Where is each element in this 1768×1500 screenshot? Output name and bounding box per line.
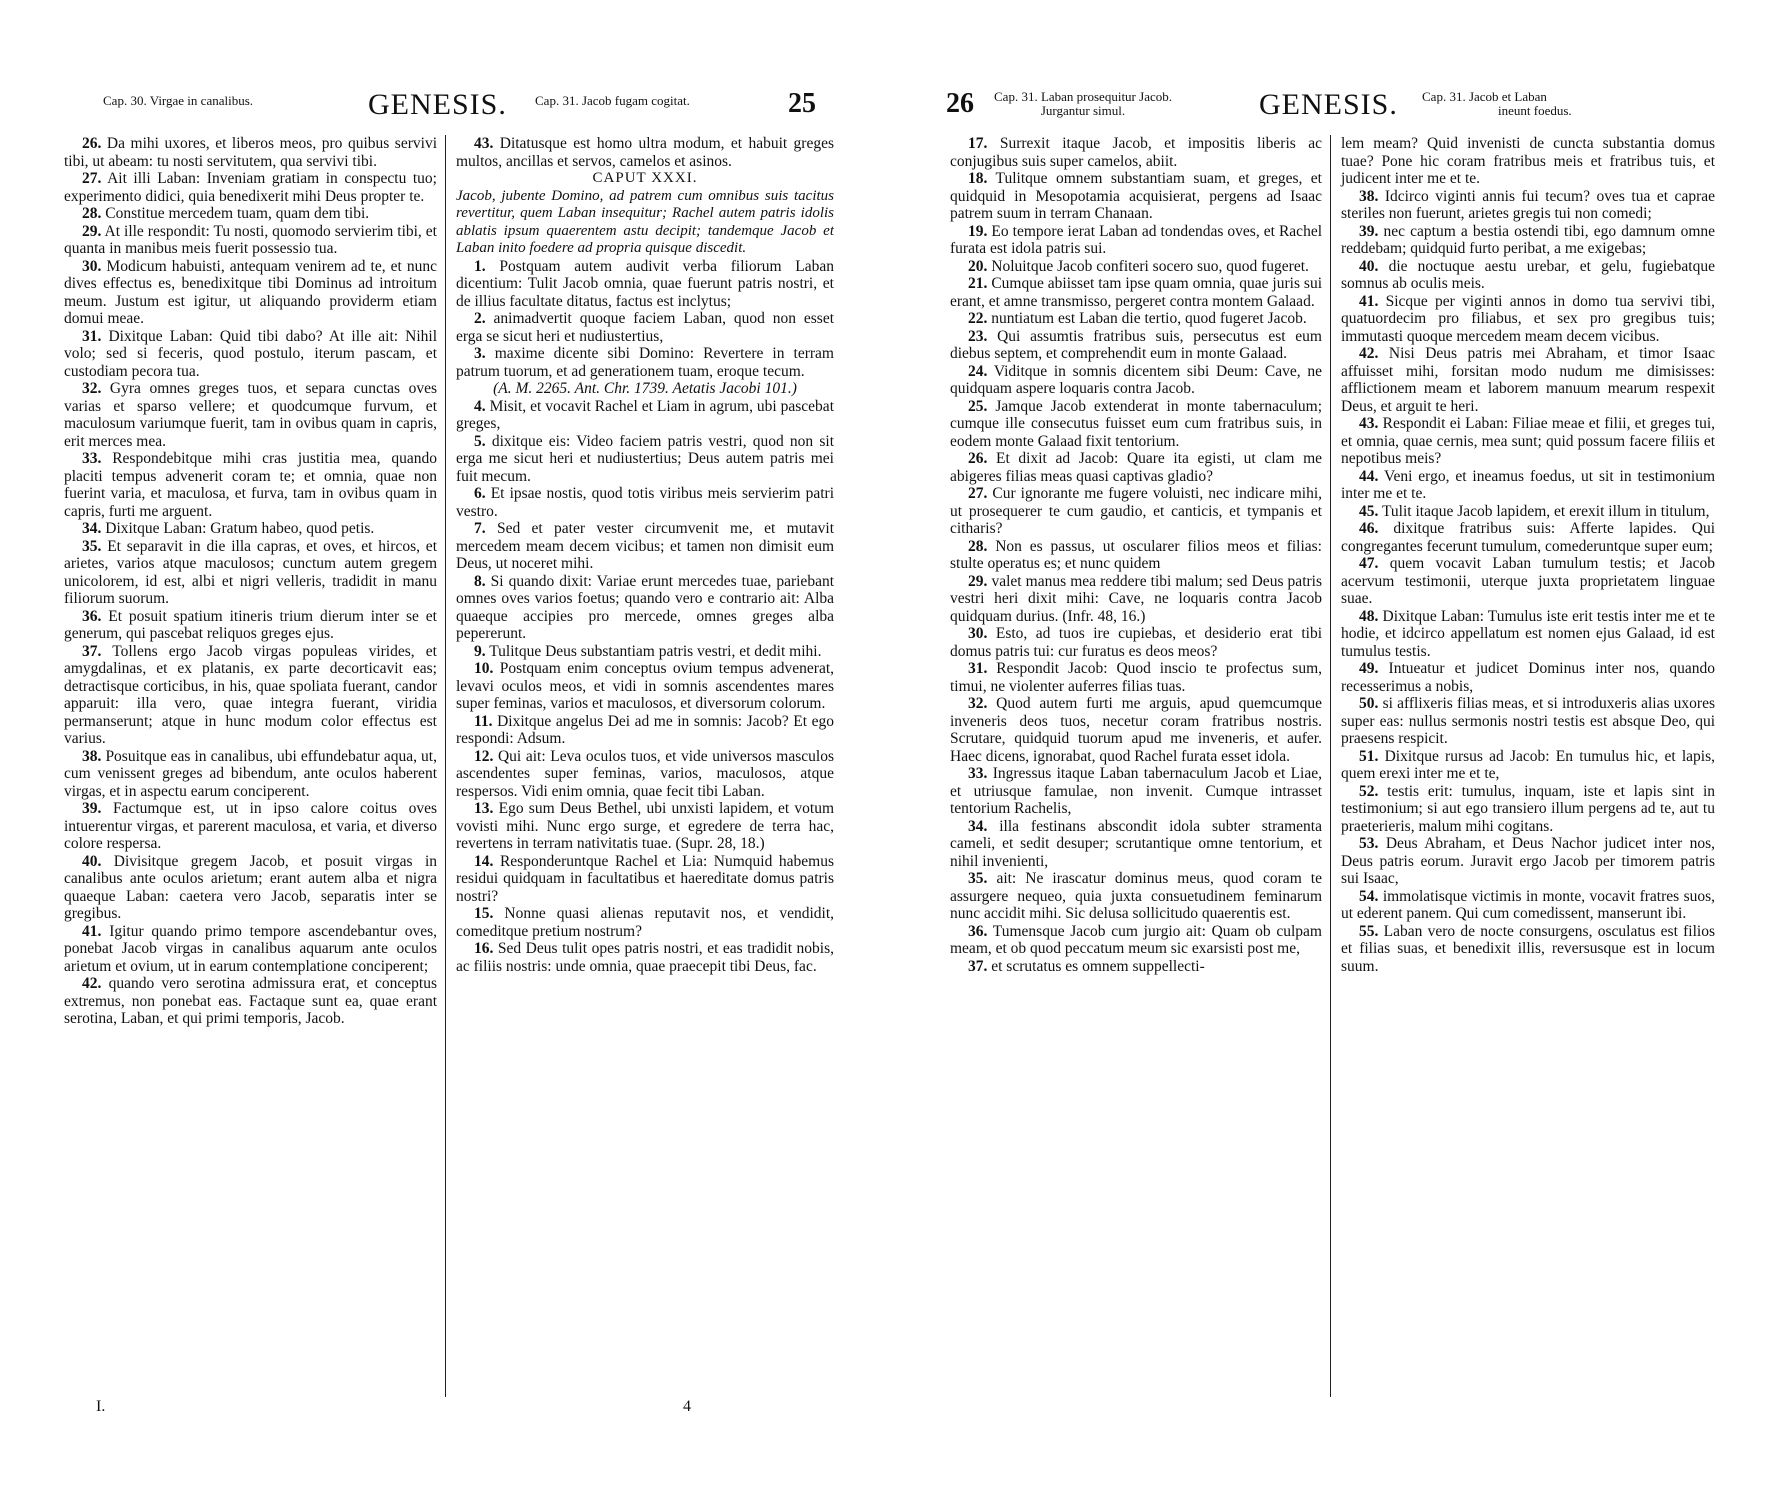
verse-number: 27. [82,170,102,187]
verse-text: Da mihi uxores, et liberos meos, pro quibus servivi tibi, ut abeam: tu nosti servitutem, qua servivi tibi. [64,135,437,170]
verse-number: 40. [1359,257,1379,275]
verse [1341,695,1715,748]
verse-number: 38. [1359,187,1379,205]
verse [950,170,1322,223]
verse-text: die noctuque aestu urebar, et gelu, fugiebatque somnus ab oculis meis. [1341,257,1715,292]
verse-number: 10. [474,660,494,677]
verse [1341,258,1715,293]
verse-number: 36. [82,607,102,625]
verse [64,450,437,520]
verse-text: Dixitque Laban: Tumulus iste erit testis inter me et te hodie, et idcirco appellatum est nomen ejus Galaad, id est tumulus testis. [1341,607,1715,660]
verse-text: Misit, et vocavit Rachel et Liam in agrum, ubi pascebat greges, [456,397,834,432]
verse [950,328,1322,363]
book-title: GENESIS. [368,88,507,121]
verse [64,205,437,223]
verse-number: 50. [1359,695,1379,712]
verse-number: 22. [968,310,988,327]
verse-text: Igitur quando primo tempore ascendebantur oves, ponebat Jacob virgas in canalibus aquarum ante oculos arietum et ovium, ut in earum contemplatione conciperent; [64,922,437,975]
verse [1341,188,1715,223]
verse-number: 14. [474,852,494,870]
verse [1341,660,1715,695]
verse-text: Noluitque Jacob confiteri socero suo, quod fugeret. [991,257,1309,275]
signature-mark: I. [96,1398,106,1415]
verse-text: Et separavit in die illa capras, et oves, et hircos, et arietes, varios atque maculosos; cunctum autem gregem unicolorem, id est, albi et nigri velleris, tradidit in manu filiorum suorum. [64,537,437,607]
verse-number: 26. [82,135,102,152]
verse [1341,345,1715,415]
verse [456,485,834,520]
verse-number: 30. [82,257,102,275]
verse-number: 36. [968,922,988,940]
verse-text: nec captum a bestia ostendi tibi, ego damnum omne reddebam; quidquid furto peribat, a me exigebas; [1341,222,1715,257]
verse [456,573,834,643]
verse-text: Respondit ei Laban: Filiae meae et filii, et greges tui, et omnia, quae cernis, mea sunt; quid possum facere filiis et nepotibus meis? [1341,415,1715,467]
verse-text: et scrutatus es omnem suppellecti- [991,957,1205,975]
verse-text: testis erit: tumulus, inquam, iste et lapis sint in testimonium; si aut ego transiero illum pergens ad te, aut tu praeterieris, malum mihi cogitans. [1341,782,1715,835]
verse-text: Viditque in somnis dicentem sibi Deum: Cave, ne quidquam aspere loquaris contra Jacob. [950,362,1322,397]
verse-number: 20. [968,257,988,275]
date-reference: (A. M. 2265. Ant. Chr. 1739. Aetatis Jacobi 101.) [493,380,797,397]
verse-text: Responderuntque Rachel et Lia: Numquid habemus residui quidquam in facultatibus et haereditate domus patris nostri? [456,852,834,905]
verse-number: 33. [82,450,102,467]
verse-text: Constitue mercedem tuam, quam dem tibi. [105,205,370,222]
verse [1341,608,1715,661]
verse-number: 6. [474,485,486,502]
book-title: GENESIS. [1259,88,1398,121]
verse [456,713,834,748]
verse [64,328,437,381]
verse-text: animadvertit quoque faciem Laban, quod non esset erga se sicut heri et nudiustertius, [456,310,834,345]
verse-text: Et ipsae nostis, quod totis viribus meis servierim patri vestro. [456,485,834,520]
verse-text: At ille respondit: Tu nosti, quomodo servierim tibi, et quanta in manibus meis fuerit possessio tua. [64,222,437,257]
verse-text: maxime dicente sibi Domino: Revertere in terram patrum tuorum, et ad generationem tuam, eroque tecum. [456,345,834,380]
right-section-line2: ineunt foedus. [1498,103,1572,118]
verse-text: Divisitque gregem Jacob, et posuit virgas in canalibus ante oculos arietum; erant autem alba et nigra quaeque Laban: caetera vero Jacob, separatis inter se gregibus. [64,852,437,922]
verse [456,660,834,713]
left-running-head [0,88,884,128]
verse-text: Postquam autem audivit verba filiorum Laban dicentium: Tulit Jacob omnia, quae fuerunt patris nostri, et de illius facultate ditatus, factus est inclytus; [456,257,834,310]
verse-number: 9. [474,642,486,660]
verse-number: 43. [1359,415,1379,432]
verse [64,258,437,328]
verse-number: 31. [968,660,988,677]
verse [456,905,834,940]
verse [456,748,834,801]
verse-text: Surrexit itaque Jacob, et impositis liberis ac conjugibus suis super camelos, abiit. [950,135,1322,170]
verse [456,398,834,433]
left-section-line2: Jurgantur simul. [1040,103,1126,118]
verse-number: 32. [82,380,102,397]
verse-number: 28. [968,537,988,555]
verse-text: Respondebitque mihi cras justitia mea, quando placiti tempus advenerit coram te; et omnia, quae non fuerint varia, et maculosa, et furva, tam in ovibus quam in capris, furti me arguent. [64,450,437,520]
verse-number: 40. [82,852,102,870]
verse-number: 53. [1359,835,1379,852]
verse-number: 47. [1359,555,1379,572]
verse-text: dixitque eis: Video faciem patris vestri, quod non sit erga me sicut heri et nudiustertius; Deus autem patris mei fuit mecum. [456,432,834,485]
verse-text: Posuitque eas in canalibus, ubi effundebatur aqua, ut, cum venissent greges ad bibendum, ante oculos haberent virgas, et in aspectu earum conciperent. [64,747,437,800]
verse-number: 42. [1359,345,1379,362]
text-column-left [64,135,437,1397]
verse [456,135,834,170]
verse-number: 44. [1359,467,1379,485]
verse-number: 37. [82,642,102,660]
verse-number: 45. [1359,502,1379,520]
verse [1341,555,1715,608]
verse-text: Ait illi Laban: Inveniam gratiam in conspectu tuo; experimento didici, quia benedixerit mihi Deus propter te. [64,170,437,205]
verse [64,800,437,853]
verse [950,660,1322,695]
verse-text: si afflixeris filias meas, et si introduxeris alias uxores super eas: nullus sermonis nostri testis est absque Deo, qui praesens respicit. [1341,695,1715,747]
verse-text: Si quando dixit: Variae erunt mercedes tuae, pariebant omnes oves varios foetus; quando vero e contrario ait: Alba quaeque accipies pro mercede, omnes greges alba pepererunt. [456,572,834,642]
verse-text: Dixitque rursus ad Jacob: En tumulus hic, et lapis, quem erexi inter me et te, [1341,747,1715,782]
verse [950,818,1322,871]
verse-text: Eo tempore ierat Laban ad tondendas oves, et Rachel furata est idola patris sui. [950,222,1322,257]
verse-text: Tulitque omnem substantiam suam, et greges, et quidquid in Mesopotamia acquisierat, pergens ad Isaac patrem suum in terram Chanaan. [950,170,1322,222]
verse-text: Respondit Jacob: Quod inscio te profectus sum, timui, ne violenter auferres filias tuas. [950,660,1322,695]
right-section-title [1422,90,1572,118]
page-number: 26 [946,88,974,119]
text-column-right [445,135,834,1397]
chapter-summary: Jacob, jubente Domino, ad patrem cum omnibus suis tacitus revertitur, quem Laban insequitur; Rachel autem patris idolis ablatis ipsum quaerentem astu decipit; tandemque Jacob et Laban inito foedere ad propria quisque discedit. [456,187,834,256]
verse-number: 21. [968,275,988,292]
verse-text: immolatisque victimis in monte, vocavit fratres suos, ut ederent panem. Qui cum comedissent, manserunt ibi. [1341,887,1715,922]
verse [1341,783,1715,836]
verse [1341,923,1715,976]
verse-number: 3. [474,345,486,362]
verse [950,573,1322,626]
verse [1341,503,1715,521]
right-page [884,0,1768,1500]
verse-text: lem meam? Quid invenisti de cuncta substantia domus tuae? Pone hic coram fratribus meis et fratribus tuis, et judicent inter me et te. [1341,135,1715,187]
verse-number: 39. [82,800,102,817]
verse [456,643,834,661]
sheet-number: 4 [683,1398,691,1415]
verse [64,380,437,450]
verse [456,258,834,311]
verse [64,538,437,608]
verse-number: 29. [82,222,102,240]
verse [1341,293,1715,346]
verse-text: Tulitque Deus substantiam patris vestri, et dedit mihi. [489,642,822,660]
verse [456,800,834,853]
verse-text: Dixitque angelus Dei ad me in somnis: Jacob? Et ego respondi: Adsum. [456,712,834,747]
verse-text: Cur ignorante me fugere voluisti, nec indicare mihi, ut prosequerer te cum gaudio, et canticis, et tympanis et citharis? [950,485,1322,537]
verse-number: 16. [474,940,494,957]
verse [950,398,1322,451]
right-section-title: Cap. 31. Jacob fugam cogitat. [535,93,690,108]
verse [950,923,1322,958]
verse [64,853,437,923]
verse-number: 4. [474,397,486,415]
verse-text: Nonne quasi alienas reputavit nos, et vendidit, comeditque pretium nostrum? [456,905,834,940]
verse [1341,135,1715,188]
verse-text: Esto, ad tuos ire cupiebas, et desiderio erat tibi domus patris tui: cur furatus es deos meos? [950,625,1322,660]
verse-text: Modicum habuisti, antequam venirem ad te, et nunc dives effectus es, benedixitque tibi Dominus ad introitum meum. Justum est igitur, ut aliquando providerm etiam domui meae. [64,257,437,327]
verse-number: 34. [968,817,988,835]
verse-number: 29. [968,572,988,590]
verse-text: Laban vero de nocte consurgens, osculatus est filios et filias suas, et benedixit illis, reversusque est in locum suum. [1341,922,1715,975]
verse-number: 37. [968,957,988,975]
verse [456,310,834,345]
verse-number: 31. [82,327,102,345]
verse-text: Ditatusque est homo ultra modum, et habuit greges multos, ancillas et servos, camelos et asinos. [456,135,834,170]
verse-number: 41. [1359,292,1379,310]
verse [950,223,1322,258]
verse-text: quem vocavit Laban tumulum testis; et Jacob acervum testimonii, uterque juxta proprietatem linguae suae. [1341,555,1715,607]
verse-number: 35. [82,537,102,555]
verse-number: 18. [968,170,988,187]
verse [456,940,834,975]
left-section-title: Cap. 30. Virgae in canalibus. [103,93,254,108]
verse [64,923,437,976]
verse-text: Ego sum Deus Bethel, ubi unxisti lapidem, et votum vovisti mihi. Nunc ergo surge, et egredere de terra hac, revertens in terram nativitatis tuae. (Supr. 28, 18.) [456,800,834,852]
verse [456,853,834,906]
verse-number: 49. [1359,660,1379,677]
verse-text: Postquam enim conceptus ovium tempus advenerat, levavi oculos meos, et vidi in somnis ascendentes mares super feminas, varios et maculosos, et diversorum colorum. [456,660,834,712]
verse-number: 34. [82,520,102,537]
verse-text: Cumque abiisset tam ipse quam omnia, quae juris sui erant, et amne transmisso, pergeret contra montem Galaad. [950,275,1322,310]
verse [950,625,1322,660]
verse-text: ait: Ne irascatur dominus meus, quod coram te assurgere nequeo, quia juxta consuetudinem feminarum nunc accidit mihi. Sic delusa sollicitudo quaerentis est. [950,870,1322,922]
verse-text: Et posuit spatium itineris trium dierum inter se et generum, qui pascebat reliquos greges ejus. [64,607,437,642]
verse-text: Tulit itaque Jacob lapidem, et erexit illum in titulum, [1381,502,1710,520]
verse-text: Jamque Jacob extenderat in monte tabernaculum; cumque ille consecutus fuisset eum cum fratribus suis, in eodem monte Galaad fixit tentorium. [950,397,1322,450]
verse [64,520,437,538]
verse-number: 11. [474,712,493,730]
verse-number: 46. [1359,520,1379,537]
text-column-right [1330,135,1715,1397]
right-section-line1: Cap. 31. Jacob et Laban [1422,89,1547,104]
verse-text: Tumensque Jacob cum jurgio ait: Quam ob culpam meam, et ob quod peccatum meum sic exarsisti post me, [950,922,1322,957]
verse [950,958,1322,976]
verse [456,520,834,573]
verse [950,485,1322,538]
verse-number: 51. [1359,747,1379,765]
verse-number: 41. [82,922,102,940]
verse [64,975,437,1028]
verse [456,433,834,486]
verse-text: Et dixit ad Jacob: Quare ita egisti, ut clam me abigeres filias meas quasi captivas gladio? [950,450,1322,485]
verse [950,695,1322,765]
verse [1341,835,1715,888]
verse-number: 28. [82,205,102,222]
verse [64,135,437,170]
verse-number: 27. [968,485,988,502]
verse-number: 25. [968,397,988,415]
verse-number: 39. [1359,222,1379,240]
verse-number: 12. [474,747,494,765]
verse-number: 32. [968,695,988,712]
page-number: 25 [788,88,816,119]
verse-text: Quod autem furti me arguis, apud quemcumque inveneris deos tuos, necetur coram fratribus nostris. Scrutare, quidquid tuorum apud me inveneris, et aufer. Haec dicens, ignorabat, quod Rachel furata esset idola. [950,695,1322,765]
verse-number: 38. [82,747,102,765]
verse-text: Dixitque Laban: Quid tibi dabo? At ille ait: Nihil volo; sed si feceris, quod postulo, iterum pascam, et custodiam pecora tua. [64,327,437,380]
verse-number: 52. [1359,782,1379,800]
verse [1341,223,1715,258]
verse [64,748,437,801]
verse-text: Sed Deus tulit opes patris nostri, et eas tradidit nobis, ac filiis nostris: unde omnia, quae praecepit tibi Deus, fac. [456,940,834,975]
text-column-left [950,135,1322,1397]
verse [456,345,834,380]
verse-text: Idcirco viginti annis fui tecum? oves tua et caprae steriles non fuerunt, arietes gregis tui non comedi; [1341,187,1715,222]
verse [1341,520,1715,555]
verse-number: 17. [968,135,988,152]
verse [64,608,437,643]
verse [64,643,437,748]
verse-text: Non es passus, ut oscularer filios meos et filias: stulte operatus es; et nunc quidem [950,537,1322,572]
right-running-head [884,88,1768,128]
verse-number: 43. [474,135,494,152]
verse [950,765,1322,818]
verse [950,258,1322,276]
verse [1341,415,1715,468]
verse-number: 23. [968,327,988,345]
verse-number: 35. [968,870,988,887]
verse-number: 26. [968,450,988,467]
verse-number: 24. [968,362,988,380]
chapter-heading: CAPUT XXXI. [592,170,698,186]
verse-text: Nisi Deus patris mei Abraham, et timor Isaac affuisset mihi, forsitan modo nudum me dimisisses: afflictionem meam et laborem manuum mearum respexit Deus, et arguit te heri. [1341,345,1715,415]
left-section-line1: Cap. 31. Laban prosequitur Jacob. [994,89,1172,104]
verse [950,310,1322,328]
verse-number: 7. [474,520,486,537]
verse-text: Gyra omnes greges tuos, et separa cunctas oves varias et sparso vellere; et quodcumque furvum, et maculosum variumque fuerit, tam in ovibus quam in capris, erit merces mea. [64,380,437,450]
verse-text: Qui assumtis fratribus suis, persecutus est eum diebus septem, et comprehendit eum in monte Galaad. [950,327,1322,362]
verse [950,450,1322,485]
verse-text: Sicque per viginti annos in domo tua servivi tibi, quatuordecim pro filiabus, et sex pro gregibus tuis; immutasti quoque mercedem meam decem vicibus. [1341,292,1715,345]
verse [950,363,1322,398]
verse-text: valet manus mea reddere tibi malum; sed Deus patris vestri heri dixit mihi: Cave, ne loquaris contra Jacob quidquam durius. (Infr. 48, 16.) [950,572,1322,625]
verse-number: 55. [1359,922,1379,940]
verse-number: 1. [474,257,486,275]
verse-text: Sed et pater vester circumvenit me, et mutavit mercedem meam decem vicibus; et tamen non dimisit eum Deus, ut noceret mihi. [456,520,834,572]
verse-number: 33. [968,765,988,782]
verse-text: Dixitque Laban: Gratum habeo, quod petis. [105,520,375,537]
verse [1341,468,1715,503]
verse [950,135,1322,170]
verse-text: Ingressus itaque Laban tabernaculum Jacob et Liae, et utriusque famulae, non invenit. Cumque intrasset tentorium Rachelis, [950,765,1322,817]
verse-number: 8. [474,572,486,590]
verse-number: 54. [1359,887,1379,905]
verse-number: 2. [474,310,486,327]
verse [1341,748,1715,783]
verse-number: 15. [474,905,494,922]
verse [64,170,437,205]
verse-number: 19. [968,222,988,240]
verse-text: dixitque fratribus suis: Afferte lapides. Qui congregantes fecerunt tumulum, comederuntque super eum; [1341,520,1715,555]
verse-text: Intueatur et judicet Dominus inter nos, quando recesserimus a nobis, [1341,660,1715,695]
verse-text: nuntiatum est Laban die tertio, quod fugeret Jacob. [991,310,1307,327]
verse [64,223,437,258]
verse [950,275,1322,310]
verse [1341,888,1715,923]
verse-text: Veni ergo, et ineamus foedus, ut sit in testimonium inter me et te. [1341,467,1715,502]
left-section-title [994,90,1172,118]
verse-text: Tollens ergo Jacob virgas populeas virides, et amygdalinas, et ex platanis, ex parte decorticavit eas; detractisque corticibus, in his, quae spoliata fuerant, candor apparuit: illa vero, quae integra fuerant, viridia permanserunt; atque in hunc modum color effectus est varius. [64,642,437,747]
verse [950,870,1322,923]
verse-number: 30. [968,625,988,642]
verse-text: Qui ait: Leva oculos tuos, et vide universos masculos ascendentes super feminas, varios, maculosos, atque respersos. Vidi enim omnia, quae fecit tibi Laban. [456,747,834,800]
verse-number: 13. [474,800,494,817]
verse-number: 48. [1359,607,1379,625]
verse-number: 5. [474,432,486,450]
verse-text: Deus Abraham, et Deus Nachor judicet inter nos, Deus patris eorum. Juravit ergo Jacob per timorem patris sui Isaac, [1341,835,1715,887]
verse [950,538,1322,573]
verse-text: Factumque est, ut in ipso calore coitus oves intuerentur virgas, et parerent maculosa, et varia, et diverso colore respersa. [64,800,437,852]
verse-text: illa festinans abscondit idola subter stramenta cameli, et sedit desuper; scrutantique omne tentorium, et nihil invenienti, [950,817,1322,870]
verse-text: quando vero serotina admissura erat, et conceptus extremus, non ponebat eas. Factaque sunt ea, quae erant serotina, Laban, et qui primi temporis, Jacob. [64,975,437,1027]
verse-number: 42. [82,975,102,992]
